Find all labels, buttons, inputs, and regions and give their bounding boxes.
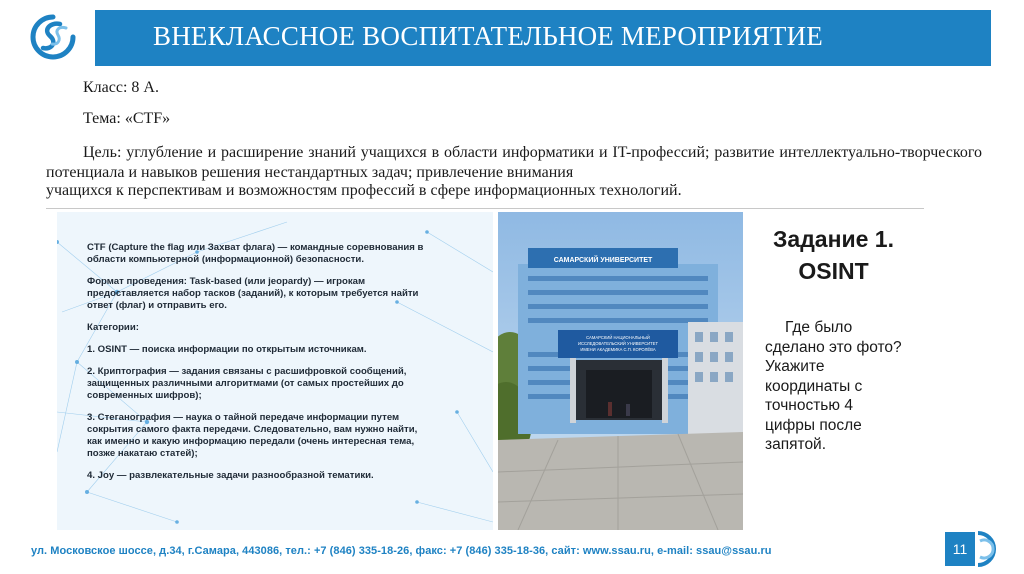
class-line: Класс: 8 А.: [83, 79, 159, 96]
goal-paragraph-last-line: учащихся к перспективам и возможностям профессий в сфере информационных технологий.: [46, 182, 682, 199]
ctf-description-text: CTF (Capture the flag или Захват флага) — командные соревнования в области компьютерной (информационной) безопасности. Формат проведения: Task-based (или jeopardy) — игрокам предоставляется набор тасков (заданий), к которым требуется найти ответ (флаг) и отправить его. Категории: 1. OSINT — поиска информации по открытым источникам. 2. Криптография — задания связаны с расшифровкой сообщений, защищенных различными алгоритмами (от самых простейших до современных шифров); 3. Стеганография — наука о тайной передаче информации путем сокрытия самого факта передачи. Следовательно, вам нужно найти, как именно и какую информацию передали (очень интересная тема, позже накатаю статей); 4. Joy — развлекательные задачи разнообразной тематики.: [87, 242, 424, 481]
page-number: 11: [945, 532, 975, 566]
footer-contacts: ул. Московское шоссе, д.34, г.Самара, 443086, тел.: +7 (846) 335-18-26, факс: +7 (846) 335-18-36, сайт: www.ssau.ru, e-mail: ssau@ssau.ru: [31, 545, 772, 557]
ssau-logo-icon: [30, 14, 76, 60]
task-panel: [743, 212, 924, 530]
divider: [46, 208, 924, 209]
task-title: Задание 1.: [773, 226, 894, 252]
sign-line: ИМЕНИ АКАДЕМИКА С.П. КОРОЛЁВА: [580, 347, 656, 352]
goal-paragraph: Цель: углубление и расширение знаний учащихся в области информатики и IT-профессий; развитие интеллектуально-творческого потенциала и навыков решения нестандартных задач; привлечение внимания: [46, 144, 982, 181]
task-category: OSINT: [798, 258, 869, 284]
sign-line: САМАРСКИЙ НАЦИОНАЛЬНЫЙ: [586, 335, 650, 340]
ctf-description-panel: [57, 212, 493, 530]
university-building-photo: [498, 212, 743, 530]
sign-line: ИССЛЕДОВАТЕЛЬСКИЙ УНИВЕРСИТЕТ: [577, 341, 659, 346]
footer-logo-icon: [974, 529, 1002, 569]
topic-line: Тема: «CTF»: [83, 110, 171, 127]
header-bar: [95, 10, 991, 66]
task-question: Где было сделано это фото? Укажите координаты с точностью 4 цифры после запятой.: [765, 319, 902, 453]
slide-title: ВНЕКЛАССНОЕ ВОСПИТАТЕЛЬНОЕ МЕРОПРИЯТИЕ: [153, 21, 823, 51]
building-banner: САМАРСКИЙ УНИВЕРСИТЕТ: [553, 257, 653, 264]
